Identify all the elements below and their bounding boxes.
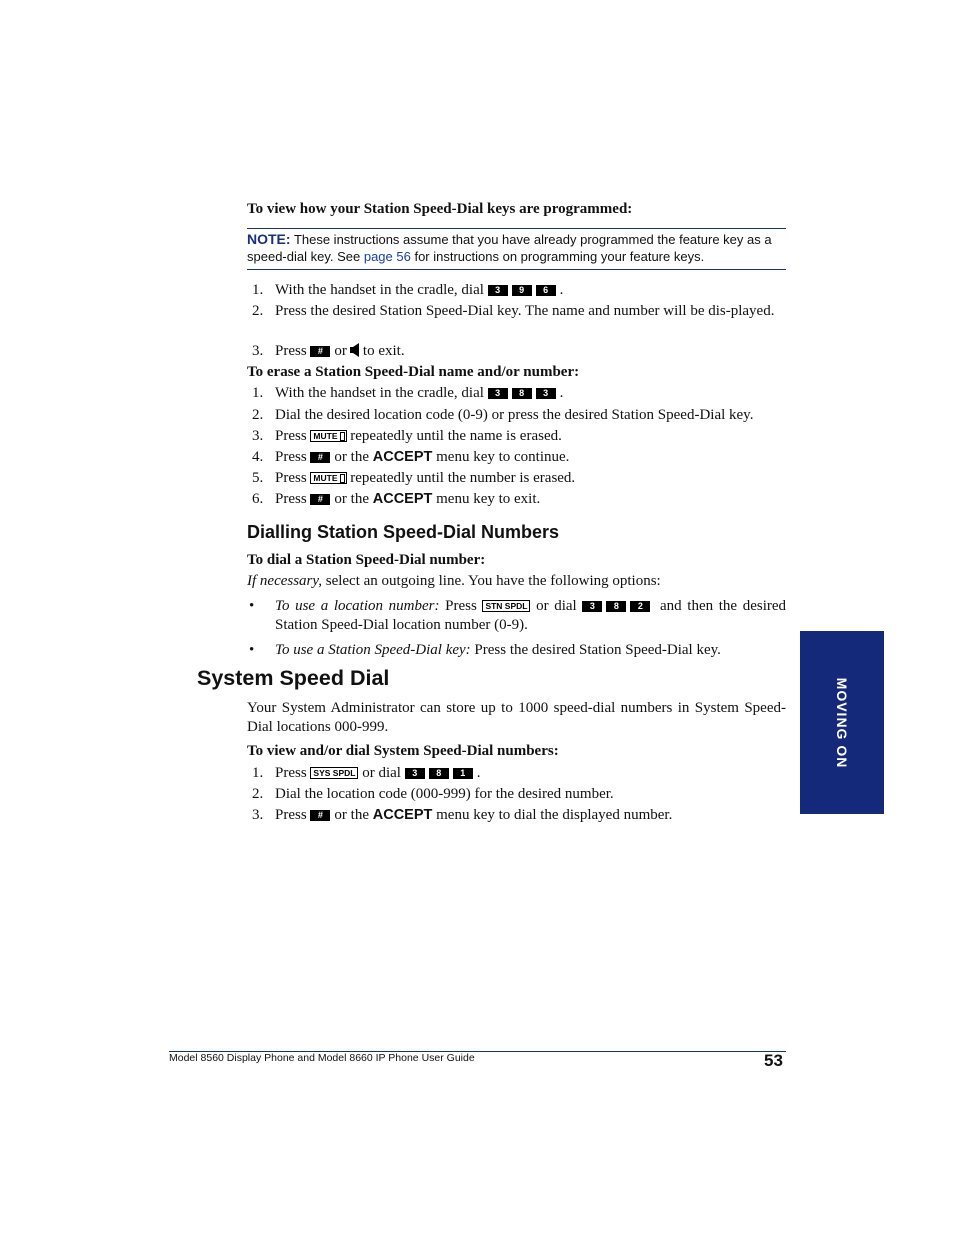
note-box xyxy=(247,228,786,270)
dial-option-location xyxy=(247,597,786,637)
accept-label: ACCEPT xyxy=(372,449,433,465)
step-post: menu key to exit. xyxy=(436,491,541,507)
side-tab-label: MOVING ON xyxy=(834,677,850,768)
step-number: 5. xyxy=(252,470,264,486)
step-pre: Press xyxy=(275,765,307,781)
step-mid: or the xyxy=(334,491,369,507)
accept-label: ACCEPT xyxy=(372,807,433,823)
option-italic: To use a location number: xyxy=(275,598,440,614)
step-end: . xyxy=(476,765,481,781)
pound-key: # xyxy=(310,452,330,463)
step-pre: Press xyxy=(275,470,307,486)
step-post: menu key to continue. xyxy=(436,449,570,465)
step-number: 2. xyxy=(252,407,264,423)
stn-spdl-key: STN SPDL xyxy=(482,600,530,612)
step-post: menu key to dial the displayed number. xyxy=(436,807,673,823)
step-end: . xyxy=(559,282,564,298)
system-view-heading: To view and/or dial System Speed-Dial numbers: xyxy=(247,743,559,759)
step-end: . xyxy=(559,385,564,401)
option-italic: To use a Station Speed-Dial key: xyxy=(275,642,471,658)
step-pre: Press xyxy=(275,343,307,359)
step-pre: Press xyxy=(275,449,307,465)
dial-key: 8 xyxy=(512,388,532,399)
option-post: Press the desired Station Speed-Dial key. xyxy=(470,642,721,658)
step-number: 2. xyxy=(252,786,264,802)
mute-key: MUTE xyxy=(310,430,346,442)
dial-key: 8 xyxy=(429,768,449,779)
step-number: 1. xyxy=(252,282,264,298)
system-speed-dial-heading: System Speed Dial xyxy=(197,666,390,690)
page-56-link[interactable]: page 56 xyxy=(363,249,411,264)
step-text: Dial the desired location code (0-9) or press the desired Station Speed-Dial key. xyxy=(275,407,754,423)
view-programmed-heading: To view how your Station Speed-Dial keys are programmed: xyxy=(247,201,633,217)
step-mid: or xyxy=(334,343,347,359)
step-number: 4. xyxy=(252,449,264,465)
dial-key: 6 xyxy=(536,285,556,296)
step-text: With the handset in the cradle, dial xyxy=(275,282,484,298)
step-text: Dial the location code (000-999) for the desired number. xyxy=(275,786,614,802)
option-mid: or dial xyxy=(536,598,577,614)
step-number: 2. xyxy=(252,303,264,319)
dial-intro xyxy=(247,572,661,591)
pound-key: # xyxy=(310,494,330,505)
bullet-dot: • xyxy=(249,598,255,614)
step-pre: Press xyxy=(275,428,307,444)
dial-key: 2 xyxy=(630,601,650,612)
step-number: 1. xyxy=(252,765,264,781)
option-pre: Press xyxy=(439,598,477,614)
dial-key: 1 xyxy=(453,768,473,779)
moving-on-side-tab xyxy=(800,631,884,814)
step-post: repeatedly until the number is erased. xyxy=(350,470,576,486)
dial-intro-rest: select an outgoing line. You have the following options: xyxy=(321,573,661,589)
step-mid: or the xyxy=(334,807,369,823)
dial-key: 8 xyxy=(606,601,626,612)
bullet-dot: • xyxy=(249,642,255,658)
view-step-2 xyxy=(247,302,786,342)
step-post: repeatedly until the name is erased. xyxy=(350,428,562,444)
step-post: to exit. xyxy=(362,343,405,359)
note-label: NOTE: xyxy=(247,231,291,247)
step-mid: or the xyxy=(334,449,369,465)
accept-label: ACCEPT xyxy=(372,491,433,507)
dial-key: 3 xyxy=(488,388,508,399)
step-mid: or dial xyxy=(362,765,401,781)
pound-key: # xyxy=(310,810,330,821)
option-post: and then the desired Station Speed-Dial location number (0-9). xyxy=(275,598,787,633)
note-text-after: for instructions on programming your feature keys. xyxy=(410,249,705,264)
dialling-section-heading: Dialling Station Speed-Dial Numbers xyxy=(247,522,560,542)
page-number: 53 xyxy=(764,1051,783,1070)
step-number: 1. xyxy=(252,385,264,401)
speaker-icon xyxy=(349,343,361,357)
footer-guide-title: Model 8560 Display Phone and Model 8660 IP Phone User Guide xyxy=(169,1052,475,1064)
step-text: Press the desired Station Speed-Dial key. The name and number will be dis-played. xyxy=(275,303,775,319)
step-text: With the handset in the cradle, dial xyxy=(275,385,484,401)
dial-intro-italic: If necessary, xyxy=(247,573,322,589)
step-pre: Press xyxy=(275,807,307,823)
dial-key: 3 xyxy=(582,601,602,612)
dial-number-heading: To dial a Station Speed-Dial number: xyxy=(247,552,486,568)
dial-key: 3 xyxy=(536,388,556,399)
dial-key: 3 xyxy=(405,768,425,779)
mute-key: MUTE xyxy=(310,472,346,484)
step-number: 3. xyxy=(252,428,264,444)
pound-key: # xyxy=(310,346,330,357)
step-number: 6. xyxy=(252,491,264,507)
dial-key: 3 xyxy=(488,285,508,296)
step-number: 3. xyxy=(252,807,264,823)
note-text-before: These instructions assume that you have already programmed the feature key as a speed-dial key. See xyxy=(247,232,772,264)
step-pre: Press xyxy=(275,491,307,507)
dial-key: 9 xyxy=(512,285,532,296)
erase-heading: To erase a Station Speed-Dial name and/or number: xyxy=(247,364,580,380)
system-speed-dial-para: Your System Administrator can store up to 1000 speed-dial numbers in System Speed-Dial locations 000-999. xyxy=(247,700,786,735)
sys-spdl-key: SYS SPDL xyxy=(310,767,358,779)
step-number: 3. xyxy=(252,343,264,359)
